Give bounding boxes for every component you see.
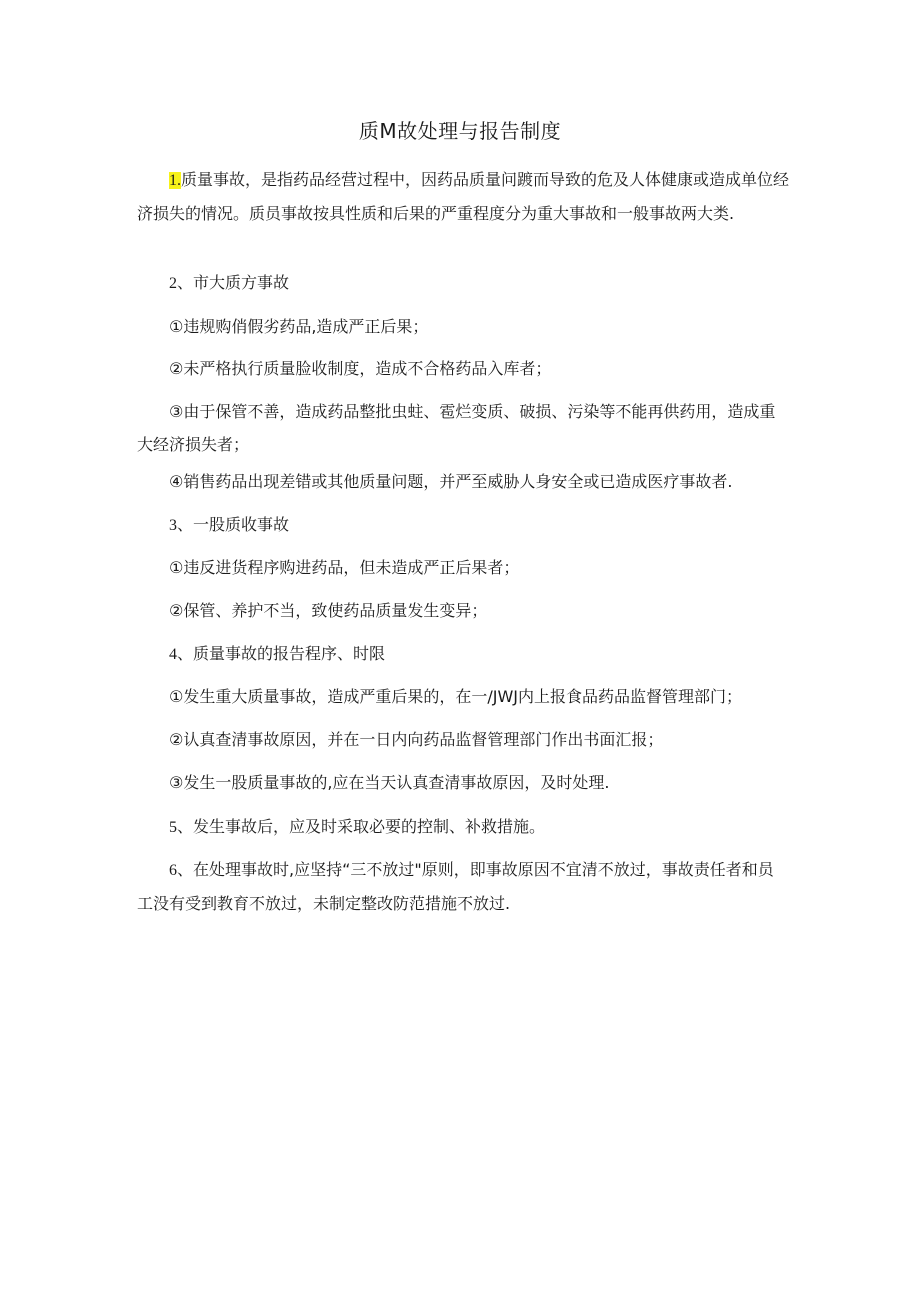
section-number: 4 — [169, 646, 177, 663]
section-heading-2 — [137, 266, 789, 300]
list-item: ①发生重大质量事故，造成严重后果的，在一/JWJ内上报食品药品监督管理部门； — [169, 687, 742, 706]
section-heading-text: 、质量事故的报告程序、时限 — [177, 644, 386, 663]
list-item: ③由于保管不善，造成药品整批虫蛀、雹烂变质、破损、污染等不能再供药用，造成重大经济损失者； — [137, 402, 776, 454]
section-number: 5 — [169, 819, 177, 836]
section-heading-3 — [137, 508, 789, 542]
section-number: 2 — [169, 275, 177, 292]
section-heading-6 — [137, 853, 789, 920]
section-heading-text: 、一股质收事故 — [177, 515, 290, 534]
list-item: ①违反进货程序购进药品，但未造成严正后果者； — [169, 558, 520, 577]
section-heading-text: 、在处理事故时,应坚持“三不放过"原则，即事故原因不宜清不放过，事故责任者和员工没有受到教育不放过，未制定整改防范措施不放过. — [137, 860, 774, 913]
list-item: ④销售药品出现差错或其他质量问题，并严至威胁人身安全或已造成医疗事故者. — [169, 472, 733, 491]
list-item: ②未严格执行质量脸收制度，造成不合格药品入库者； — [169, 359, 552, 378]
section-number: 3 — [169, 517, 177, 534]
paragraph-number-highlighted: 1. — [169, 172, 181, 189]
list-item: ①违规购俏假劣药品,造成严正后果； — [169, 317, 429, 336]
section-heading-4 — [137, 637, 789, 671]
document-title: 质M故处理与报告制度 — [358, 119, 562, 143]
paragraph-text: 质量事故，是指药品经营过程中，因药品质量问踱而导致的危及人体健康或造成单位经济损失的情况。质员事故按具性质和后果的严重程度分为重大事故和一般事故两大类. — [137, 170, 790, 223]
section-heading-text: 、发生事故后，应及时采取必要的控制、补救措施。 — [177, 817, 546, 836]
list-item: ②认真查清事故原因，并在一日内向药品监督管理部门作出书面汇报； — [169, 730, 664, 749]
section-heading-text: 、市大质方事故 — [177, 273, 290, 292]
list-item: ③发生一股质量事故的,应在当天认真查清事故原因，及时处理. — [169, 773, 610, 792]
section-number: 6 — [169, 862, 177, 879]
paragraph-1 — [137, 163, 789, 230]
list-item: ②保管、养护不当，致使药品质量发生变异； — [169, 601, 488, 620]
section-heading-5 — [137, 810, 789, 844]
